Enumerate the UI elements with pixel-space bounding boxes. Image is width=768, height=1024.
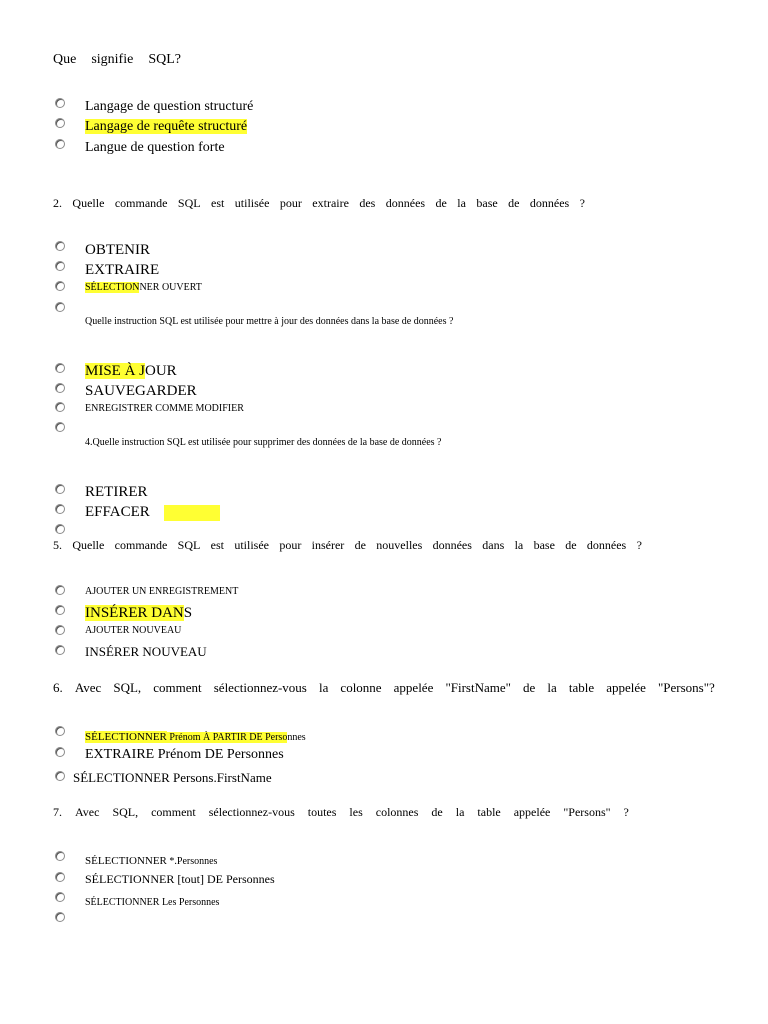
radio-q6-opt3[interactable] — [55, 771, 65, 781]
q7-option-3: SÉLECTIONNER Les Personnes — [85, 897, 220, 908]
radio-q6-opt1[interactable] — [55, 726, 65, 736]
radio-q3-opt2[interactable] — [55, 383, 65, 393]
radio-q2-opt4[interactable] — [55, 302, 65, 312]
radio-q4-opt1[interactable] — [55, 484, 65, 494]
radio-q4-opt2[interactable] — [55, 504, 65, 514]
question-4-title: 4.Quelle instruction SQL est utilisée pour supprimer des données de la base de données ? — [85, 437, 442, 448]
question-5-title: 5. Quelle commande SQL est utilisée pour insérer de nouvelles données dans la base de données ? — [53, 538, 642, 552]
question-3-title: Quelle instruction SQL est utilisée pour mettre à jour des données dans la base de données ? — [85, 316, 454, 327]
q1-option-1: Langage de question structuré — [85, 99, 254, 114]
q3-option-2: SAUVEGARDER — [85, 383, 197, 399]
radio-q3-opt4[interactable] — [55, 422, 65, 432]
q7-option-1: SÉLECTIONNER *.Personnes — [85, 855, 218, 867]
q3-option-3: ENREGISTRER COMME MODIFIER — [85, 403, 244, 414]
radio-q5-opt3[interactable] — [55, 625, 65, 635]
radio-q2-opt3[interactable] — [55, 281, 65, 291]
q4-option-1: RETIRER — [85, 484, 148, 500]
radio-q7-opt2[interactable] — [55, 872, 65, 882]
radio-q5-opt4[interactable] — [55, 645, 65, 655]
radio-q5-opt2[interactable] — [55, 605, 65, 615]
radio-q6-opt2[interactable] — [55, 747, 65, 757]
q2-option-1: OBTENIR — [85, 242, 150, 258]
radio-q1-opt1[interactable] — [55, 98, 65, 108]
question-1-title: Que signifie SQL? — [53, 52, 181, 67]
q1-option-2: Langage de requête structuré — [85, 119, 248, 134]
q5-option-3: AJOUTER NOUVEAU — [85, 625, 182, 636]
radio-q3-opt3[interactable] — [55, 402, 65, 412]
question-6-title: 6. Avec SQL, comment sélectionnez-vous la colonne appelée "FirstName" de la table appelée "Persons"? — [53, 680, 715, 695]
q5-option-2: INSÉRER DANS — [85, 605, 193, 621]
question-7-title: 7. Avec SQL, comment sélectionnez-vous toutes les colonnes de la table appelée "Persons" ? — [53, 805, 629, 819]
radio-q1-opt2[interactable] — [55, 118, 65, 128]
radio-q7-opt1[interactable] — [55, 851, 65, 861]
q7-option-2: SÉLECTIONNER [tout] DE Personnes — [85, 872, 275, 886]
radio-q5-opt1[interactable] — [55, 585, 65, 595]
radio-q4-opt3[interactable] — [55, 524, 65, 534]
q6-option-2: EXTRAIRE Prénom DE Personnes — [85, 747, 284, 762]
q3-option-1: MISE À JOUR — [85, 363, 177, 379]
highlight-mark — [164, 505, 220, 521]
radio-q7-opt4[interactable] — [55, 912, 65, 922]
radio-q2-opt2[interactable] — [55, 261, 65, 271]
radio-q2-opt1[interactable] — [55, 241, 65, 251]
q6-option-3: SÉLECTIONNER Persons.FirstName — [73, 770, 272, 785]
q2-option-3: SÉLECTIONNER OUVERT — [85, 282, 202, 293]
question-2-title: 2. Quelle commande SQL est utilisée pour extraire des données de la base de données ? — [53, 196, 585, 210]
q4-option-2: EFFACER — [85, 504, 150, 520]
q6-option-1: SÉLECTIONNER Prénom À PARTIR DE Personnes — [85, 731, 306, 743]
radio-q3-opt1[interactable] — [55, 363, 65, 373]
q5-option-4: INSÉRER NOUVEAU — [85, 644, 207, 659]
radio-q7-opt3[interactable] — [55, 892, 65, 902]
q2-option-2: EXTRAIRE — [85, 262, 160, 278]
q1-option-3: Langue de question forte — [85, 140, 225, 155]
q5-option-1: AJOUTER UN ENREGISTREMENT — [85, 586, 239, 597]
radio-q1-opt3[interactable] — [55, 139, 65, 149]
